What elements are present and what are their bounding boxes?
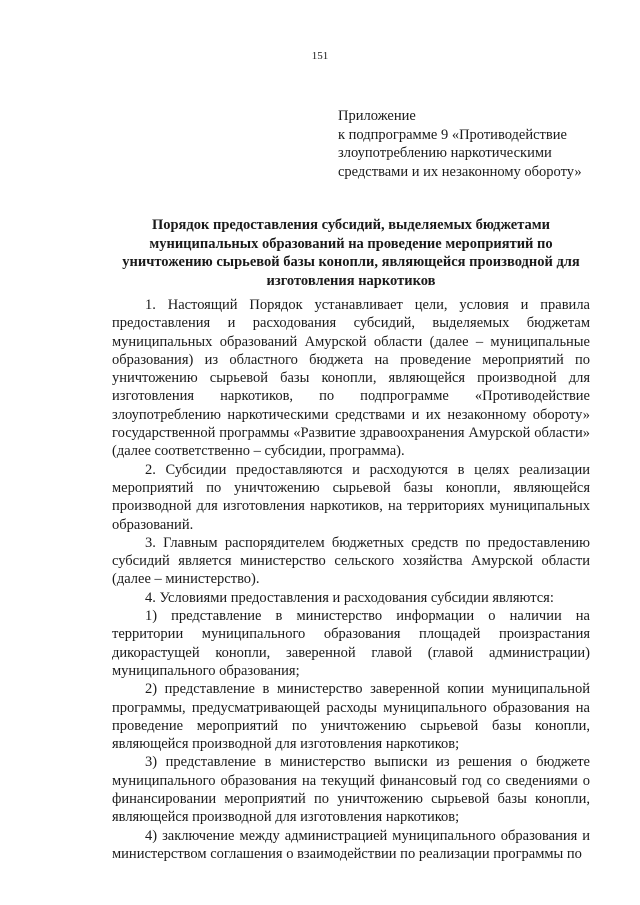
document-title: Порядок предоставления субсидий, выделяемых бюджетами муниципальных образований на проведение мероприятий по уничтожению сырьевой базы конопли, являющейся производной для изготовления наркотиков bbox=[122, 217, 580, 289]
paragraph: 2. Субсидии предоставляются и расходуются в целях реализации мероприятий по уничтожению сырьевой базы конопли, являющейся производной для изготовления наркотиков, на территориях муниципальных образований. bbox=[112, 461, 590, 533]
paragraph: 1. Настоящий Порядок устанавливает цели, условия и правила предоставления и расходования субсидий, выделяемых бюджетам муниципальных образований Амурской области (далее – муниципальные образования) из областного бюджета на проведение мероприятий по уничтожению сырьевой базы конопли, являющейся производной для изготовления наркотиков, по подпрограмме «Противодействие злоупотреблению наркотическими средствами и их незаконному обороту» государственной программы «Развитие здравоохранения Амурской области» (далее соответственно – субсидии, программа). bbox=[112, 297, 590, 460]
paragraph: 3) представление в министерство выписки из решения о бюджете муниципального образования на текущий финансовый год со сведениями о финансировании мероприятий по уничтожению сырьевой базы конопли, являющейся производной для изготовления наркотиков; bbox=[112, 754, 590, 826]
paragraph: 4. Условиями предоставления и расходования субсидии являются: bbox=[145, 589, 554, 606]
paragraph: 4) заключение между администрацией муниципального образования и министерством соглашения о взаимодействии по реализации программы по bbox=[112, 827, 590, 862]
appendix-line: Приложение bbox=[338, 108, 416, 124]
appendix-line: средствами и их незаконному обороту» bbox=[338, 163, 582, 180]
document-body bbox=[112, 296, 590, 863]
paragraph: 2) представление в министерство заверенной копии муниципальной программы, предусматривающей расходы муниципального образования на проведение мероприятий по уничтожению сырьевой базы конопли, являющейся производной для изготовления наркотиков; bbox=[112, 681, 590, 753]
paragraph: 3. Главным распорядителем бюджетных средств по предоставлению субсидий является министерство сельского хозяйства Амурской области (далее – министерство). bbox=[112, 534, 590, 588]
appendix-note bbox=[338, 107, 608, 181]
page-number: 151 bbox=[311, 50, 329, 62]
appendix-line: злоупотреблению наркотическими bbox=[338, 145, 552, 161]
appendix-line: к подпрограмме 9 «Противодействие bbox=[338, 126, 567, 143]
paragraph: 1) представление в министерство информации о наличии на территории муниципального образования площадей произрастания дикорастущей конопли, заверенной главой (главой администрации) муниципального образования; bbox=[112, 608, 590, 679]
